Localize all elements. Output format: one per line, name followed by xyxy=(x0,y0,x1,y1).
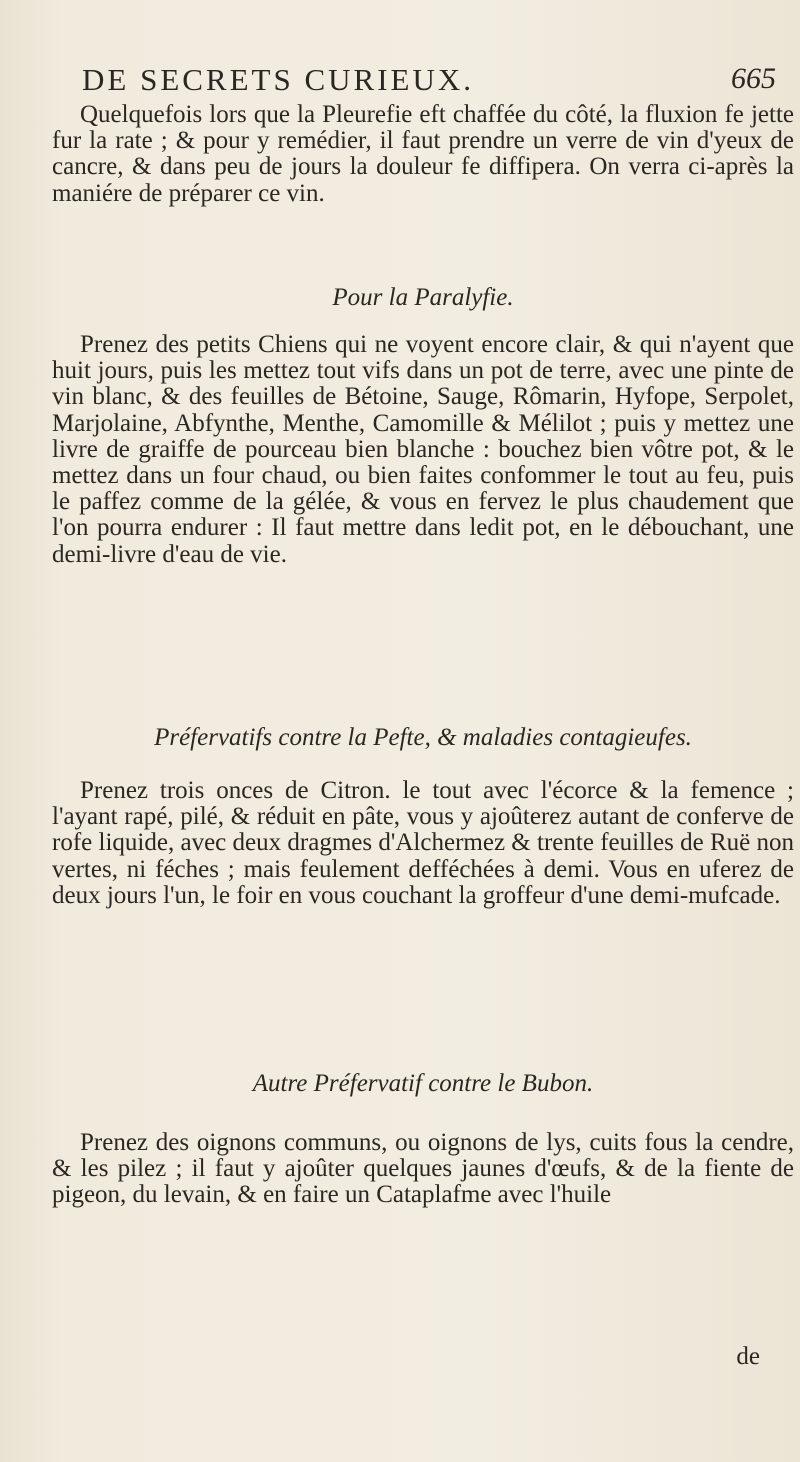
heading-plague-preservatives: Préfervatifs contre la Pefte, & maladies contagieufes. xyxy=(154,724,692,751)
paragraph-pleurisy: Quelquefois lors que la Pleurefie eft chaffée du côté, la fluxion fe jette fur la rate ; & pour y remédier, il faut prendre un verre de vin d'yeux de cancre, & dans peu de jours la douleur fe diffipera. On verra ci-après la maniére de préparer ce vin. xyxy=(52,101,794,207)
running-head xyxy=(82,62,782,106)
catchword: de xyxy=(736,1343,760,1370)
page-number: 665 xyxy=(731,62,776,95)
running-head-title: DE SECRETS CURIEUX. xyxy=(82,62,474,97)
paragraph-bubo-remedy: Prenez des oignons communs, ou oignons de lys, cuits fous la cendre, & les pilez ; il faut y ajoûter quelques jaunes d'œufs, & de la fiente de pigeon, du levain, & en faire un Cataplafme avec l'huile xyxy=(52,1129,794,1209)
heading-paralysis: Pour la Paralyfie. xyxy=(332,284,514,311)
paragraph-plague-remedy: Prenez trois onces de Citron. le tout avec l'écorce & la femence ; l'ayant rapé, pilé, & réduit en pâte, vous y ajoûterez autant de conferve de rofe liquide, avec deux dragmes d'Alchermez & trente feuilles de Ruë non vertes, ni féches ; mais feulement defféchées à demi. Vous en uferez de deux jours l'un, le foir en vous couchant la groffeur d'une demi-mufcade. xyxy=(52,777,794,909)
heading-bubo-preservative: Autre Préfervatif contre le Bubon. xyxy=(252,1070,594,1097)
paragraph-paralysis-remedy: Prenez des petits Chiens qui ne voyent encore clair, & qui n'ayent que huit jours, puis les mettez tout vifs dans un pot de terre, avec une pinte de vin blanc, & des feuilles de Bétoine, Sauge, Rômarin, Hyfope, Serpolet, Marjolaine, Abfynthe, Menthe, Camomille & Mélilot ; puis y mettez une livre de graiffe de pourceau bien blanche : bouchez bien vôtre pot, & le mettez dans un four chaud, ou bien faites confommer le tout au feu, puis le paffez comme de la gélée, & vous en fervez le plus chaudement que l'on pourra endurer : Il faut mettre dans ledit pot, en le débouchant, une demi-livre d'eau de vie. xyxy=(52,331,794,568)
